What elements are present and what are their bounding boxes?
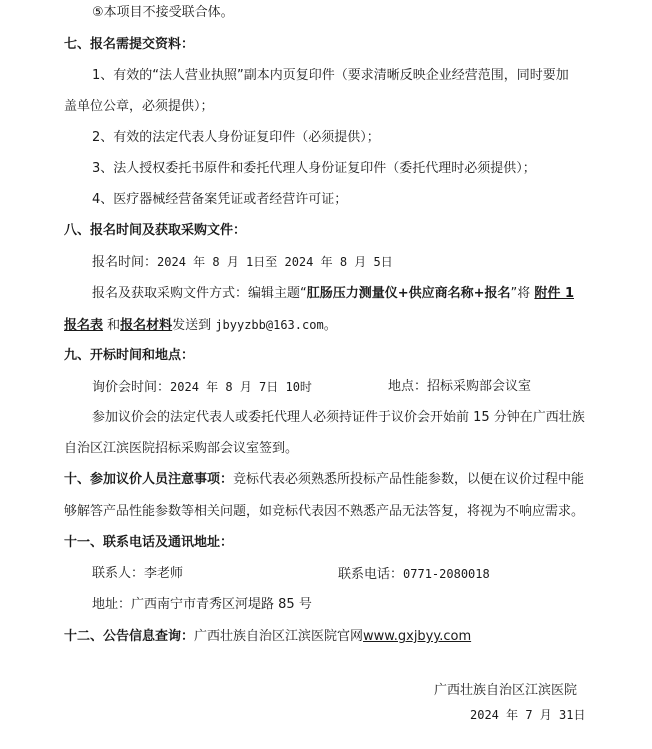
- registration-form-link[interactable]: 报名表: [64, 318, 104, 333]
- signature-org: 广西壮族自治区江滨医院: [434, 683, 578, 698]
- registration-time-value: 2024 年 8 月 1日至 2024 年 8 月 5日: [157, 255, 393, 269]
- contact-person: [92, 564, 183, 584]
- section-7-item-1-line-2: 盖单位公章，必须提供）；: [64, 99, 214, 114]
- contact-name: 李老师: [144, 566, 184, 581]
- meeting-time-value: 2024 年 8 月 7日 10时: [170, 380, 312, 394]
- meeting-place-value: 招标采购部会议室: [427, 379, 532, 394]
- contact-phone: [338, 564, 490, 585]
- item-5-text: ⑤本项目不接受联合体。: [92, 5, 234, 20]
- registration-method-line-2: [64, 315, 337, 336]
- send-to-text: 发送到: [172, 318, 216, 333]
- email-address[interactable]: jbyyzbb@163.com: [215, 318, 324, 332]
- phone-label: 联系电话：: [338, 567, 404, 582]
- meeting-time-label: 询价会时间：: [92, 380, 171, 395]
- and-text: 和: [103, 318, 121, 333]
- section-9-heading: 九、开标时间和地点：: [64, 348, 195, 363]
- section-10-line-1: [64, 470, 584, 490]
- contact-label: 联系人：: [92, 566, 145, 581]
- section-9-note-line-1: 参加议价会的法定代表人或委托代理人必须持证件于议价会开始前 15 分钟在广西壮族: [92, 410, 585, 425]
- section-11-heading: 十一、联系电话及通讯地址：: [64, 535, 234, 550]
- section-10-text-1: 竞标代表必须熟悉所投标产品性能参数，以便在议价过程中能: [233, 472, 585, 487]
- meeting-place: [388, 377, 531, 397]
- website-link[interactable]: www.gxjbyy.com: [363, 629, 472, 644]
- phone-number: 0771-2080018: [403, 567, 490, 581]
- registration-materials-link[interactable]: 报名材料: [120, 318, 173, 333]
- registration-time-label: 报名时间：: [92, 255, 158, 270]
- section-10-text-2: 够解答产品性能参数等相关问题，如竞标代表因不熟悉产品无法答复，将视为不响应需求。: [64, 504, 585, 519]
- section-7-item-3: 3、法人授权委托书原件和委托代理人身份证复印件（委托代理时必须提供）；: [92, 161, 536, 176]
- section-7-heading: 七、报名需提交资料：: [64, 37, 195, 52]
- signature-date: 2024 年 7 月 31日: [470, 708, 586, 722]
- address-value: 广西南宁市青秀区河堤路 85 号: [131, 597, 312, 612]
- section-12-text: 广西壮族自治区江滨医院官网: [194, 629, 364, 644]
- section-8-heading: 八、报名时间及获取采购文件：: [64, 223, 247, 238]
- meeting-place-label: 地点：: [388, 379, 428, 394]
- registration-method-label: 报名及获取采购文件方式：编辑主题“: [92, 286, 307, 301]
- section-10-heading: 十、参加议价人员注意事项：: [64, 472, 234, 487]
- registration-time: [92, 252, 393, 273]
- method-end: 。: [323, 318, 337, 333]
- section-12-heading: 十二、公告信息查询：: [64, 629, 195, 644]
- registration-method-mid: ”将: [510, 286, 535, 301]
- section-9-note-line-2: 自治区江滨医院招标采购部会议室签到。: [64, 441, 299, 456]
- meeting-time: [92, 377, 312, 398]
- address-label: 地址：: [92, 597, 132, 612]
- contact-address: [92, 595, 312, 615]
- section-7-item-1-line-1: 1、有效的“法人营业执照”副本内页复印件（要求清晰反映企业经营范围，同时要加: [92, 68, 569, 83]
- email-subject: 肛肠压力测量仪+供应商名称+报名: [306, 286, 511, 301]
- section-12-line: [64, 627, 471, 647]
- registration-method-line-1: [92, 284, 574, 304]
- section-7-item-2: 2、有效的法定代表人身份证复印件（必须提供）；: [92, 130, 380, 145]
- section-7-item-4: 4、医疗器械经营备案凭证或者经营许可证；: [92, 192, 348, 207]
- attachment-link[interactable]: 附件 1: [534, 286, 574, 301]
